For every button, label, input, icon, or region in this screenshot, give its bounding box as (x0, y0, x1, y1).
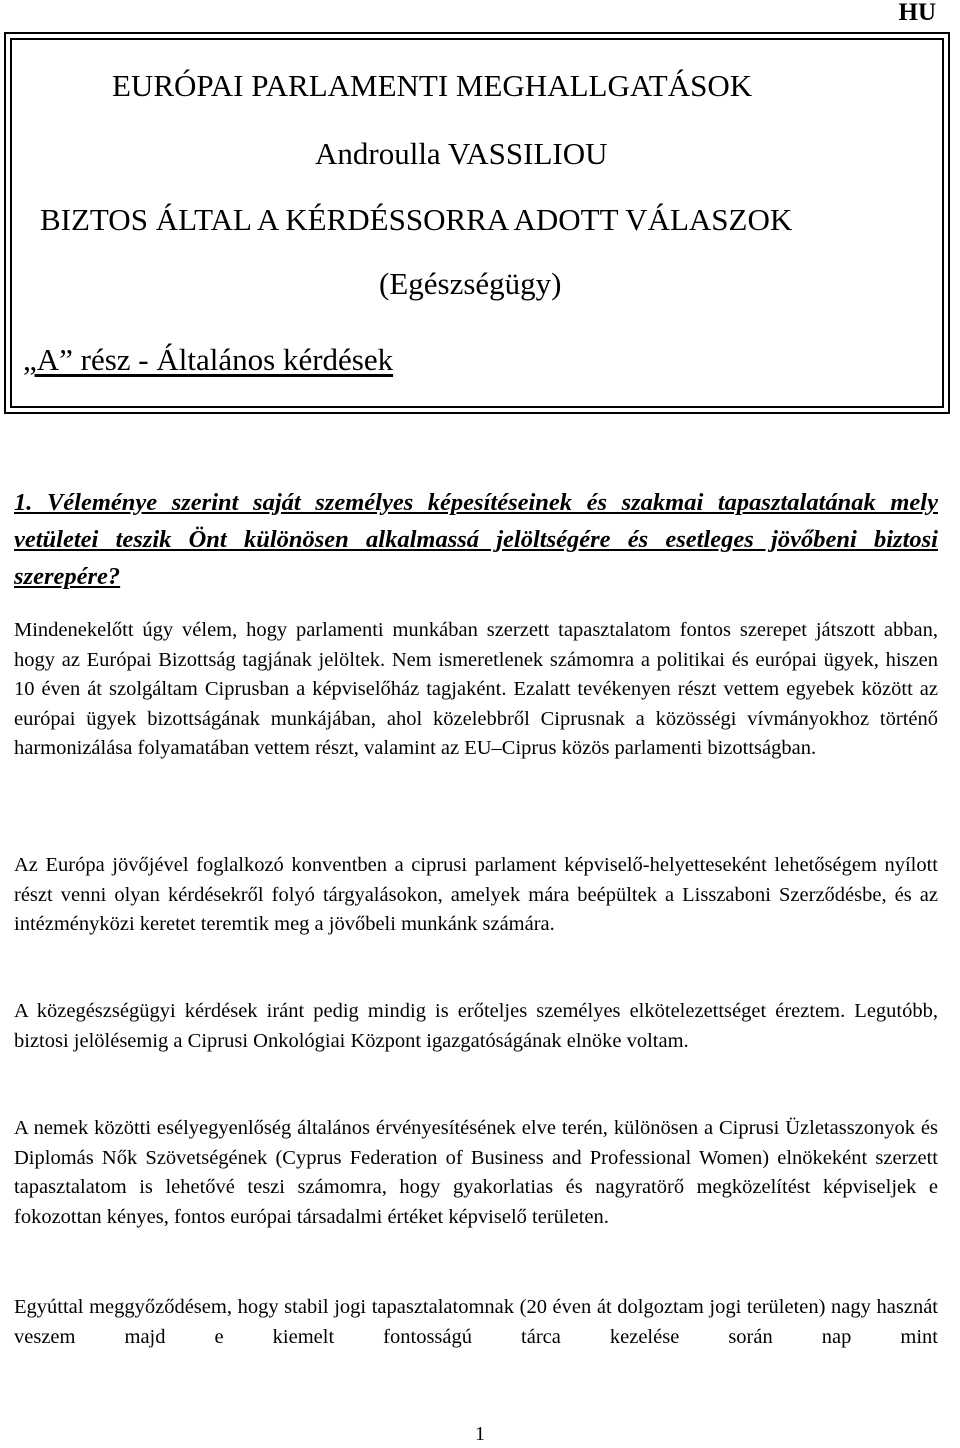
answer-paragraph-3: A közegészségügyi kérdések iránt pedig mindig is erőteljes személyes elkötelezettséget éreztem. Legutóbb, biztosi jelölésemig a Ciprusi Onkológiai Központ igazgatóságának elnöke voltam. (14, 1000, 938, 1052)
answer-paragraph-1: Mindenekelőtt úgy vélem, hogy parlamenti munkában szerzett tapasztalatom fontos szerepet játszott abban, hogy az Európai Bizottság tagjának jelöltek. Nem ismeretlenek számomra a politikai és európai ügyek, hiszen 10 éven át szolgáltam Ciprusban a képviselőház tagjaként. Ezalatt tevékenyen részt vettem egyebek között az európai ügyek bizottságának munkájában, ahol közelebbről Ciprusnak a közösségi vívmányokhoz történő harmonizálása folyamatában vettem részt, valamint az EU–Ciprus közös parlamenti bizottságban. (14, 619, 938, 760)
document-subtitle: BIZTOS ÁLTAL A KÉRDÉSSORRA ADOTT VÁLASZOK (40, 202, 793, 237)
answer-paragraph-2: Az Európa jövőjével foglalkozó konventben a ciprusi parlament képviselő-helyetteseként lehetőségem nyílott részt venni olyan kérdésekről folyó tárgyalásokon, amelyek mára beépültek a Lisszaboni Szerződésbe, és az intézményközi keretet teremtik meg a jövőbeli munkánk számára. (14, 854, 938, 936)
commissioner-name: Androulla VASSILIOU (315, 136, 608, 171)
page-number: 1 (475, 1423, 485, 1445)
answer-paragraph-5: Egyúttal meggyőződésem, hogy stabil jogi tapasztalatomnak (20 éven át dolgoztam jogi területen) nagy hasznát veszem majd e kiemelt fontosságú tárca kezelése során nap mint (14, 1296, 938, 1348)
header-box (4, 32, 950, 414)
portfolio-name: (Egészségügy) (379, 266, 562, 301)
question-1: 1. Véleménye szerint saját személyes képesítéseinek és szakmai tapasztalatának mely vetületei teszik Önt különösen alkalmassá jelöltségére és esetleges jövőbeni biztosi szerepére? (14, 489, 938, 590)
document-title: EURÓPAI PARLAMENTI MEGHALLGATÁSOK (112, 68, 753, 103)
part-heading: „A” rész - Általános kérdések (23, 342, 394, 377)
header-box-inner (10, 38, 944, 408)
answer-paragraph-4: A nemek közötti esélyegyenlőség általános érvényesítésének elve terén, különösen a Ciprusi Üzletasszonyok és Diplomás Nők Szövetségének (Cyprus Federation of Business and Professional Women) elnökeként szerzett tapasztalatom is lehetővé teszi számomra, hogy gyakorlatias és nagyratörő megközelítést képviseljek e fokozottan kényes, fontos európai társadalmi értéket képviselő területen. (14, 1117, 938, 1228)
language-code: HU (898, 0, 936, 26)
